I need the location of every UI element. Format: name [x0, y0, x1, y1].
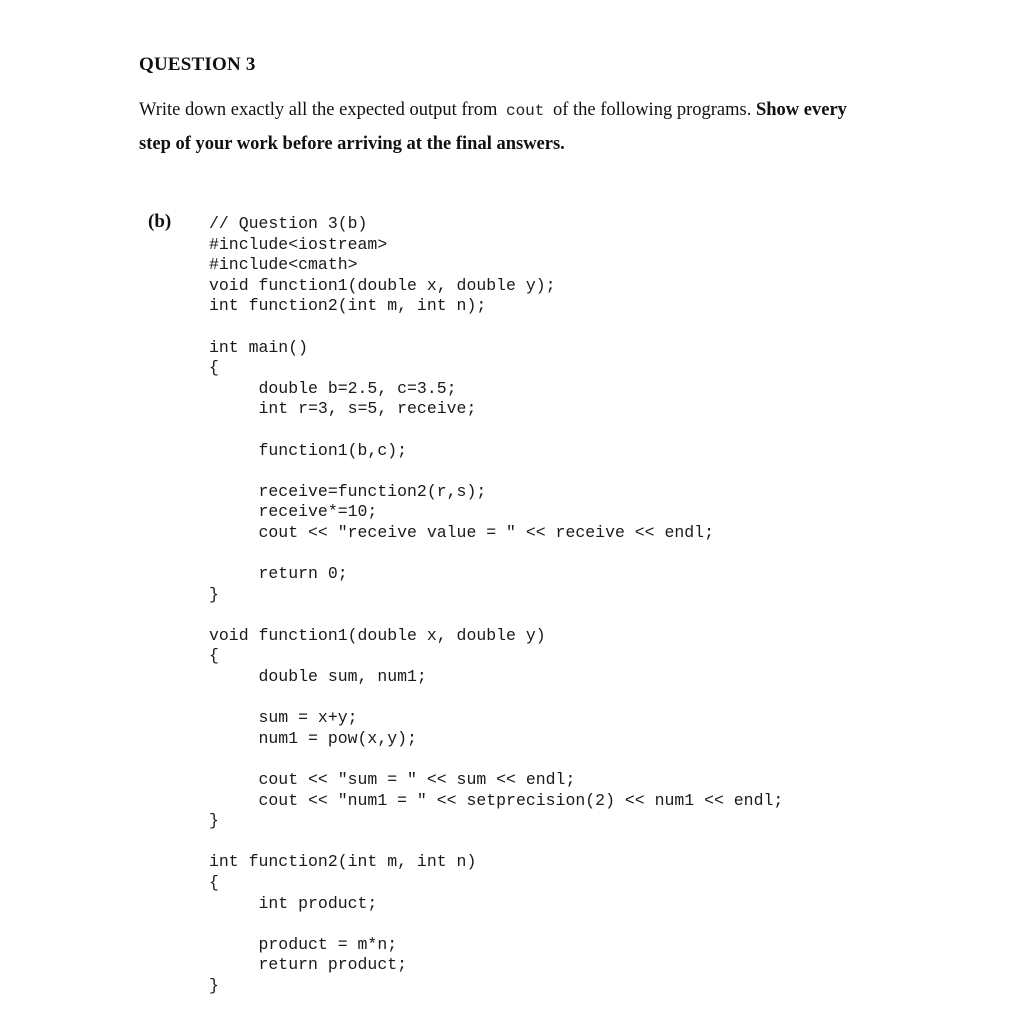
code-line: receive*=10;: [209, 502, 378, 522]
code-line: return 0;: [209, 564, 348, 584]
code-line: [209, 605, 783, 626]
question-title: QUESTION 3: [139, 54, 256, 75]
instruction-text: Write down exactly all the expected output from: [139, 100, 498, 120]
code-line: [209, 749, 783, 770]
code-line: #include<cmath>: [209, 255, 358, 275]
code-line: receive=function2(r,s);: [209, 481, 487, 501]
code-line: [209, 544, 783, 565]
code-line: {: [209, 646, 219, 666]
code-line: }: [209, 584, 219, 604]
code-line: cout << "sum = " << sum << endl;: [209, 770, 576, 790]
code-line: void function1(double x, double y): [209, 625, 546, 645]
code-line: void function1(double x, double y);: [209, 275, 556, 295]
code-block: [209, 214, 783, 997]
code-line: sum = x+y;: [209, 708, 358, 728]
code-line: num1 = pow(x,y);: [209, 728, 417, 748]
code-line: [209, 688, 783, 709]
code-line: int product;: [209, 893, 378, 913]
part-label: (b): [148, 211, 172, 232]
code-line: // Question 3(b): [209, 214, 368, 233]
code-line: [209, 420, 783, 441]
code-line: cout << "num1 = " << setprecision(2) << num1 << endl;: [209, 790, 784, 810]
code-line: {: [209, 358, 219, 378]
code-line: {: [209, 873, 219, 892]
code-line: #include<iostream>: [209, 234, 388, 254]
code-line: [209, 461, 783, 482]
code-line: [209, 317, 783, 338]
code-line: int r=3, s=5, receive;: [209, 399, 477, 419]
instruction-text-continued: of the following programs.: [553, 100, 752, 120]
instruction-bold-text: Show every step of your work before arriving at the final answers.: [139, 100, 847, 154]
code-line: double b=2.5, c=3.5;: [209, 378, 457, 398]
code-line: double sum, num1;: [209, 667, 427, 687]
code-line: int function2(int m, int n): [209, 852, 477, 872]
code-line: }: [209, 811, 219, 831]
code-line: }: [209, 975, 219, 995]
code-line: [209, 914, 783, 935]
code-line: int main(): [209, 337, 309, 357]
code-line: cout << "receive value = " << receive << endl;: [209, 522, 714, 542]
instructions: [139, 94, 879, 161]
instruction-code-keyword: cout: [505, 102, 545, 120]
code-line: [209, 832, 783, 853]
code-line: return product;: [209, 955, 408, 975]
code-line: product = m*n;: [209, 934, 398, 954]
code-line: function1(b,c);: [209, 440, 408, 460]
code-line: int function2(int m, int n);: [209, 296, 487, 316]
